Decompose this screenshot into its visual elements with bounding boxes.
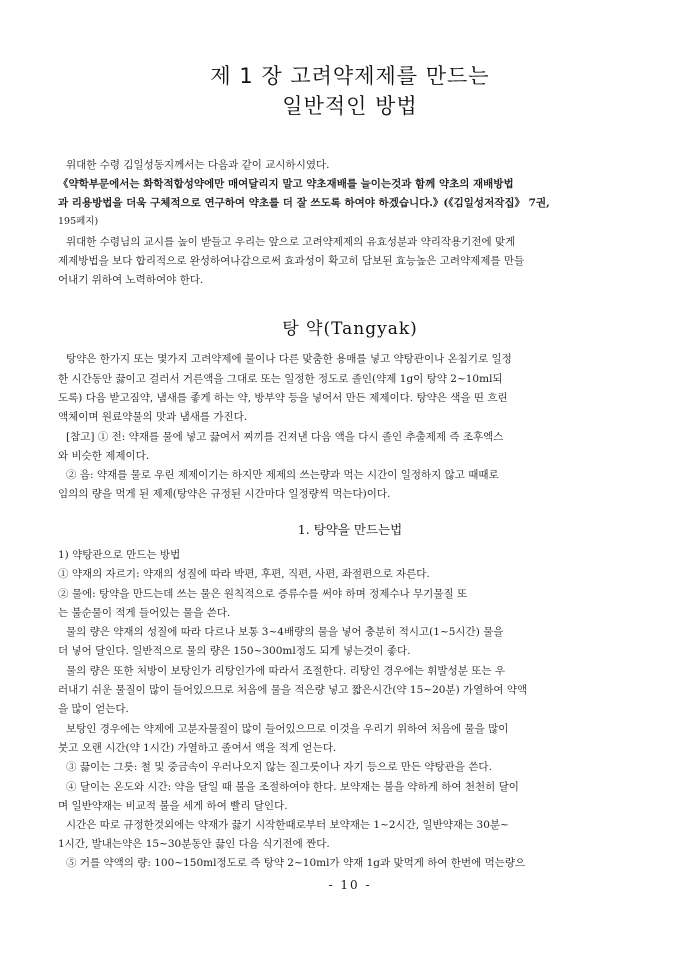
section1-line-8: 러내기 쉬운 물질이 많이 들어있으므로 처음에 물을 적은량 넣고 짧은시간(약 15~20분) 가열하여 약액	[58, 684, 528, 696]
chapter-title-line1: 제 1 장 고려약제제를 만드는	[210, 64, 490, 88]
tangyak-heading: 탕 약(Tangyak)	[282, 319, 418, 339]
intro-line-1: 위대한 수령 김일성동지께서는 다음과 같이 교시하시였다.	[66, 159, 330, 171]
section1-line-9: 을 많이 얻는다.	[58, 703, 129, 715]
intro-line-6: 제제방법을 보다 합리적으로 완성하여나감으로써 효과성이 확고히 담보된 효능높은 고려약제제를 만들	[58, 255, 525, 267]
section1-line-11: 붓고 오랜 시간(약 1시간) 가열하고 졸여서 액을 적게 얻는다.	[58, 742, 337, 754]
section1-line-7: 물의 량은 또한 처방이 보탕인가 리탕인가에 따라서 조절한다. 리탕인 경우에는 휘발성분 또는 우	[66, 665, 505, 677]
section1-line-15: 시간은 따로 규정한것외에는 약재가 끓기 시작한때로부터 보약재는 1~2시간, 일반약재는 30분~	[66, 819, 509, 831]
section1-line-1: 1) 약탕관으로 만드는 방법	[58, 549, 181, 561]
section1-line-5: 물의 량은 약재의 성질에 따라 다르나 보통 3~4배량의 물을 넣어 충분히 적시고(1~5시간) 물을	[66, 626, 504, 638]
tangyak-line-5: [참고] ① 전: 약재를 물에 넣고 끓여서 찌끼를 건져낸 다음 액을 다시 졸인 추출제제 즉 조후엑스	[66, 431, 504, 443]
section1-line-2: ① 약재의 자르기: 약재의 성질에 따라 박편, 후편, 직편, 사편, 좌절편으로 자른다.	[58, 568, 430, 580]
page-number: - 10 -	[328, 878, 372, 892]
tangyak-line-8: 임의의 량을 먹게 된 제제(탕약은 규정된 시간마다 일정량씩 먹는다)이다.	[58, 488, 391, 500]
tangyak-line-1: 탕약은 한가지 또는 몇가지 고려약제에 물이나 다른 맞춤한 용매를 넣고 약탕관이나 온침기로 일정	[66, 353, 512, 365]
tangyak-line-3: 도록) 다음 받고짐약, 냄새를 좋게 하는 약, 방부약 등을 넣어서 만든 제제이다. 탕약은 색을 띤 흐린	[58, 392, 508, 404]
section1-line-3: ② 물에: 탕약을 만드는데 쓰는 물은 원칙적으로 증류수를 써야 하며 정제수나 무기물질 또	[58, 588, 468, 600]
section1-line-16: 1시간, 발내는약은 15~30분동안 끓인 다음 식기전에 짠다.	[58, 838, 330, 850]
section1-line-12: ③ 끓이는 그릇: 철 및 중금속이 우러나오지 않는 질그릇이나 자기 등으로 만든 약탕관을 쓴다.	[66, 761, 492, 773]
tangyak-line-4: 액체이며 원료약물의 맛과 냄새를 가진다.	[58, 411, 248, 423]
section1-line-13: ④ 달이는 온도와 시간: 약을 달일 때 불을 조절하여야 한다. 보약재는 불을 약하게 하여 천천히 달이	[66, 781, 519, 793]
intro-line-3: 과 리용방법을 더욱 구체적으로 연구하여 약초를 더 잘 쓰도록 하여야 하겠습니다.》(《김일성저작집》 7권,	[58, 197, 550, 209]
tangyak-line-7: ② 음: 약재를 물로 우린 제제이기는 하지만 제제의 쓰는량과 먹는 시간이 일정하지 않고 때때로	[66, 469, 499, 481]
section1-line-10: 보탕인 경우에는 약제에 고분자물질이 많이 들어있으므로 이것을 우리기 위하여 처음에 물을 많이	[66, 723, 509, 735]
section1-line-6: 더 넣어 달인다. 일반적으로 물의 량은 150~300ml정도 되게 넣는것이 좋다.	[58, 645, 411, 657]
tangyak-line-6: 와 비슷한 제제이다.	[58, 450, 150, 462]
section1-heading: 1. 탕약을 만드는법	[297, 522, 403, 537]
chapter-title-line2: 일반적인 방법	[282, 94, 418, 118]
intro-line-5: 위대한 수령님의 교시를 높이 받들고 우리는 앞으로 고려약제제의 유효성분과 약리작용기전에 맞게	[66, 236, 516, 248]
intro-line-2: 《약학부문에서는 화학적합성약에만 매여달리지 말고 약초재배를 늘이는것과 함께 약초의 재배방법	[58, 178, 514, 190]
section1-line-17: ⑤ 거를 약액의 량: 100~150ml정도로 즉 탕약 2~10ml가 약재 1g과 맞먹게 하여 한번에 먹는량으	[66, 857, 526, 869]
section1-line-14: 며 일반약재는 비교적 불을 세게 하여 빨리 달인다.	[58, 800, 288, 812]
intro-line-7: 어내기 위하여 노력하여야 한다.	[58, 274, 204, 286]
intro-line-4: 195페지)	[58, 216, 99, 227]
tangyak-line-2: 한 시간동안 끓이고 걸러서 거른액을 그대로 또는 일정한 정도로 졸인(약제 1g이 탕약 2~10ml되	[58, 373, 503, 385]
section1-line-4: 는 불순물이 적게 들어있는 물을 쓴다.	[58, 607, 231, 619]
